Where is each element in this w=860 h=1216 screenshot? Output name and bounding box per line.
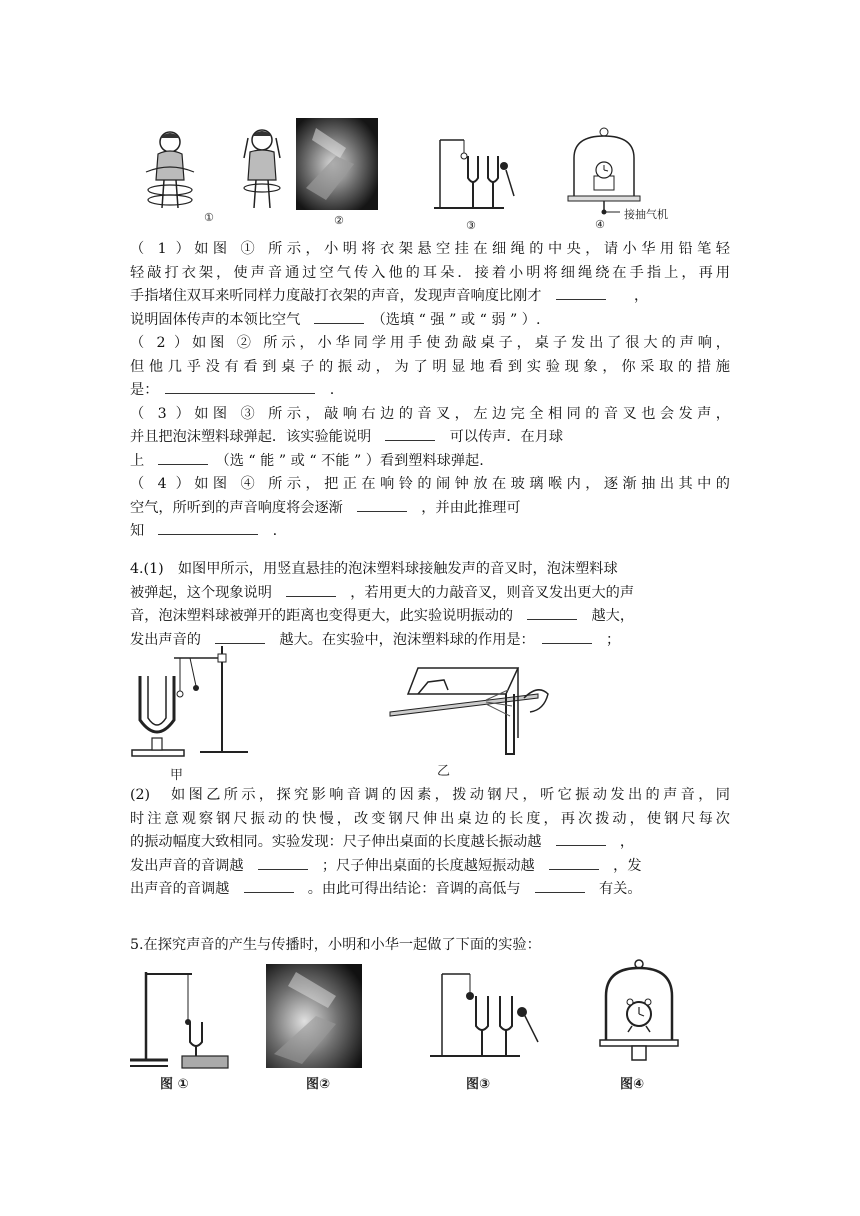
top-fig-label-2: ② [334, 214, 344, 227]
q4-part1-text [130, 558, 730, 652]
q5-fig-label-4: 图④ [620, 1077, 645, 1092]
text-line: 但他几乎没有看到桌子的振动，为了明显地看到实验现象，你采取的措施 [130, 358, 730, 375]
q4-part2-text [130, 784, 730, 902]
text-line: 轻敲打衣架，使声音通过空气传入他的耳朵．接着小明将细绳绕在手指上，再用 [130, 264, 730, 281]
text-line: 并且把泡沫塑料球弹起．该实验能说明 可以传声．在月球 [130, 426, 730, 450]
figure-steel-ruler-on-table [388, 654, 558, 758]
answer-blank[interactable] [556, 285, 606, 300]
answer-blank[interactable] [244, 878, 294, 893]
answer-blank[interactable] [535, 878, 585, 893]
top-fig-label-4: ④ [595, 218, 605, 231]
answer-blank[interactable] [385, 426, 435, 441]
figure-hand-on-table-photo [296, 118, 378, 210]
q5-fig-label-2: 图② [306, 1077, 331, 1092]
text-line: 的振动幅度大致相同。实验发现：尺子伸出桌面的长度越长振动越 ， [130, 831, 730, 855]
text-line: 出声音的音调越 。由此可得出结论：音调的高低与 有关。 [130, 878, 730, 902]
answer-blank[interactable] [549, 855, 599, 870]
top-fig-label-1: ① [204, 211, 214, 224]
text-line: 说明固体传声的本领比空气 （选填 “ 强 ” 或 “ 弱 ” ）. [130, 309, 730, 333]
figure-q5-fork-and-block [128, 962, 232, 1072]
pump-label: 接抽气机 [624, 208, 668, 221]
fig-label-yi: 乙 [437, 764, 451, 779]
text-line: 5.在探究声音的产生与传播时，小明和小华一起做了下面的实验： [130, 937, 541, 953]
text-line: (2) 如图乙所示，探究影响音调的因素，拨动钢尺，听它振动发出的声音，同 [130, 787, 730, 803]
text-line: 音，泡沫塑料球被弹开的距离也变得更大，此实验说明振动的 越大， [130, 605, 730, 629]
figure-hanger-fingers-in-ears [234, 124, 290, 210]
answer-blank[interactable] [286, 582, 336, 597]
figure-fork-with-ball-stand [128, 642, 272, 760]
text-line: （ 2 ）如图 ② 所示，小华同学用手使劲敲桌子，桌子发出了很大的声响， [130, 335, 730, 351]
answer-blank[interactable] [258, 855, 308, 870]
fig-label-jia: 甲 [170, 768, 184, 783]
q5-fig-label-3: 图③ [466, 1077, 491, 1092]
answer-blank[interactable] [556, 831, 606, 846]
text-line: 空气，所听到的声音响度将会逐渐 ，并由此推理可 [130, 497, 730, 521]
answer-blank[interactable] [542, 629, 592, 644]
text-line: 手指堵住双耳来听同样力度敲打衣架的声音，发现声音响度比刚才 ， [130, 285, 730, 309]
text-line: 4.(1) 如图甲所示，用竖直悬挂的泡沫塑料球接触发声的音叉时，泡沫塑料球 [130, 561, 618, 577]
text-line: （ 4 ）如图 ④ 所示，把正在响铃的闹钟放在玻璃喉内，逐渐抽出其中的 [130, 476, 730, 492]
figure-q5-tuning-forks [430, 968, 546, 1068]
text-line: 发出声音的 越大。在实验中，泡沫塑料球的作用是： ； [130, 629, 730, 653]
answer-blank[interactable] [165, 379, 315, 394]
text-line: 上 （选 “ 能 ” 或 “ 不能 ” ）看到塑料球弹起. [130, 450, 730, 474]
answer-blank[interactable] [357, 497, 407, 512]
top-fig-label-3: ③ [466, 219, 476, 232]
answer-blank[interactable] [527, 605, 577, 620]
q3-text-block [130, 238, 730, 544]
text-line: 时注意观察钢尺振动的快慢，改变钢尺伸出桌边的长度，再次拨动，使钢尺每次 [130, 810, 730, 827]
q5-intro [130, 934, 730, 958]
text-line: （ 3 ）如图 ③ 所示，敲响右边的音叉，左边完全相同的音叉也会发声， [130, 405, 730, 422]
text-line: 被弹起，这个现象说明 ，若用更大的力敲音叉，则音叉发出更大的声 [130, 582, 730, 606]
text-line: 知 . [130, 520, 730, 544]
answer-blank[interactable] [158, 450, 208, 465]
q5-fig-label-1: 图 ① [160, 1077, 189, 1092]
text-line: （ 1 ）如图 ① 所示，小明将衣架悬空挂在细绳的中央，请小华用铅笔轻 [130, 241, 730, 257]
text-line: 是： . [130, 379, 730, 403]
figure-q5-bell-jar [594, 956, 684, 1068]
figure-q5-hand-photo [266, 964, 362, 1068]
text-line: 发出声音的音调越 ；尺子伸出桌面的长度越短振动越 ，发 [130, 855, 730, 879]
figure-tuning-forks [434, 134, 520, 214]
figure-hanger-open-air [140, 128, 200, 210]
answer-blank[interactable] [158, 520, 258, 535]
answer-blank[interactable] [314, 309, 364, 324]
